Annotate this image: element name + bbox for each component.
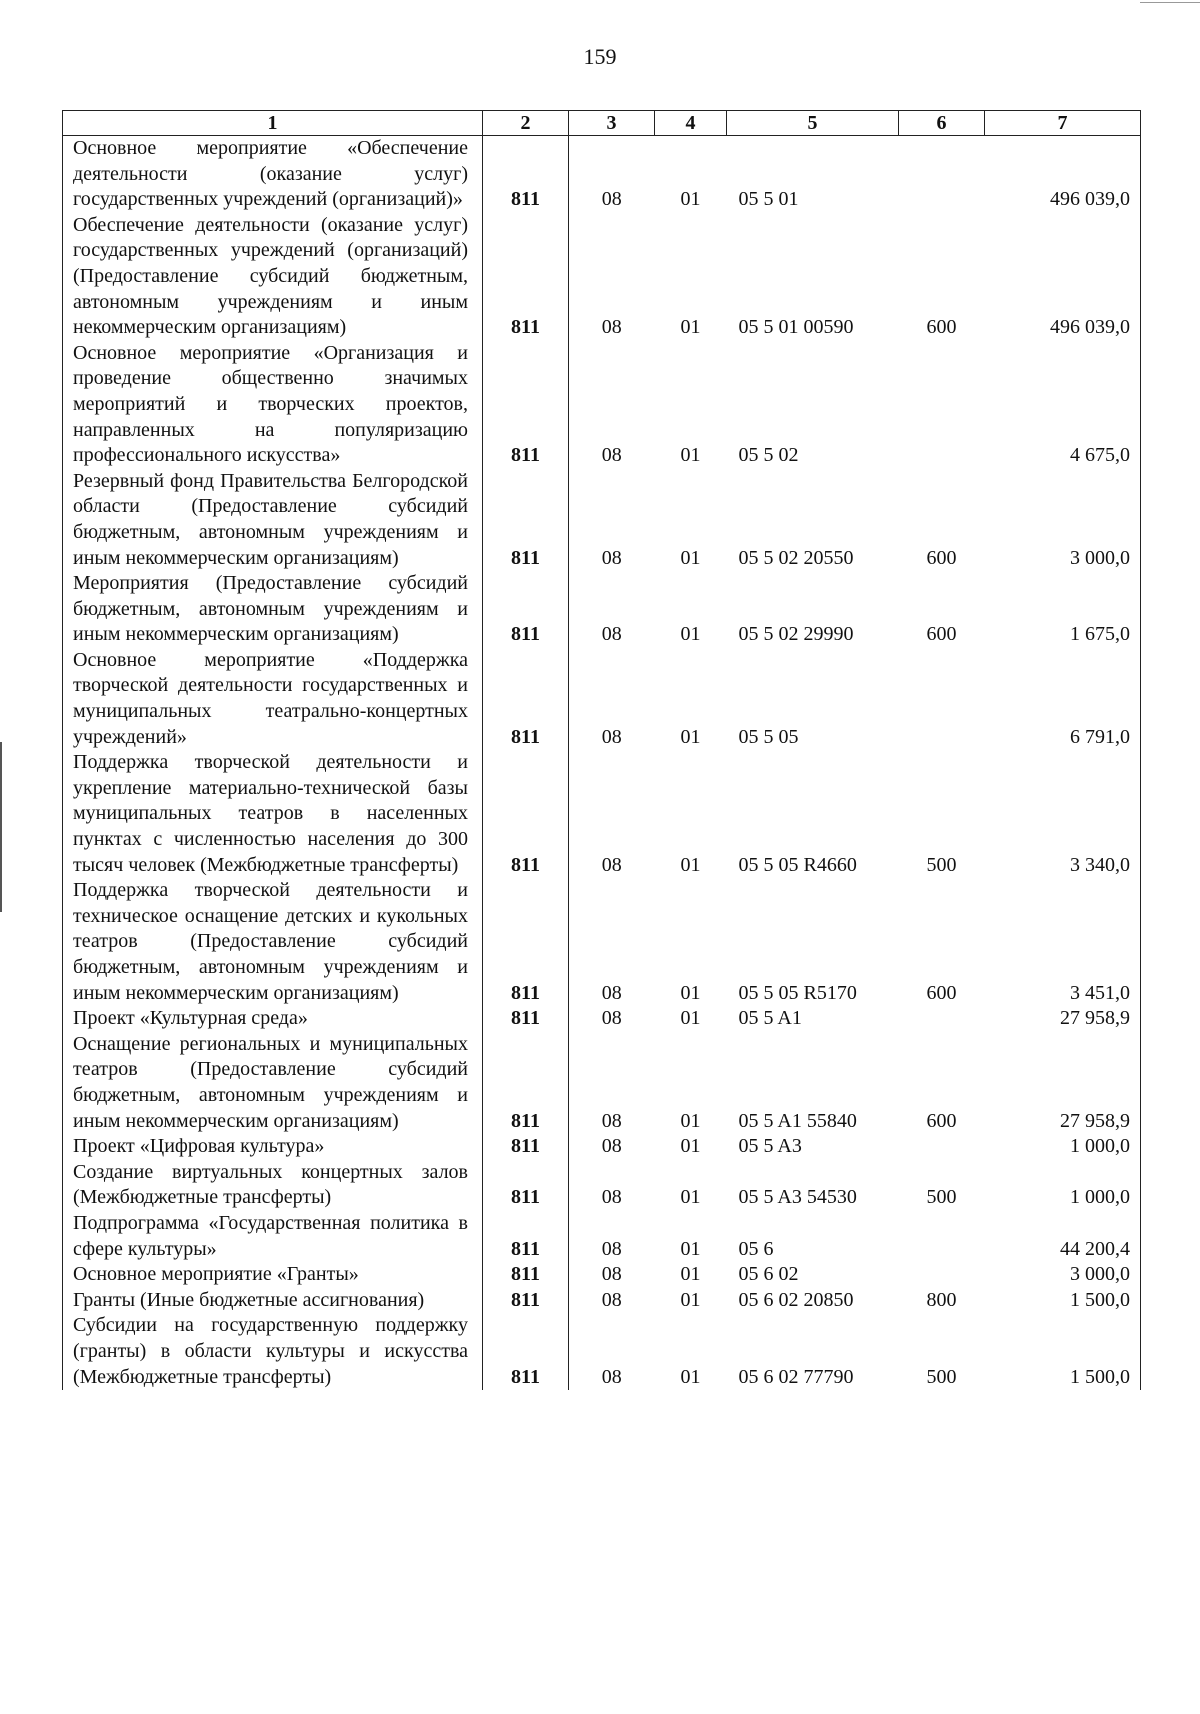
subsection-cell: 01 (680, 853, 701, 876)
expense-type-cell (899, 648, 985, 750)
expense-type-cell: 800 (926, 1288, 957, 1311)
target-article-cell: 05 5 05 (738, 725, 799, 748)
row-name-cell: Оснащение региональных и муниципальных театров (Предоставление субсидий бюджетным, автономным учреждениям и иным некоммерческим организациям) (63, 1032, 483, 1134)
row-name-cell: Проект «Цифровая культура» (63, 1134, 483, 1160)
column-header: 7 (985, 111, 1141, 136)
target-article-cell: 05 5 05 R4660 (738, 853, 857, 876)
row-name-cell: Мероприятия (Предоставление субсидий бюджетным, автономным учреждениям и иным некоммерческим организациям) (63, 571, 483, 648)
column-header: 6 (899, 111, 985, 136)
ministry-code-cell: 811 (483, 1134, 569, 1160)
amount-cell: 27 958,9 (985, 1006, 1141, 1032)
target-article-cell: 05 5 A1 55840 (738, 1109, 857, 1132)
column-header: 1 (63, 111, 483, 136)
row-name-cell: Поддержка творческой деятельности и укрепление материально-технической базы муниципальных театров в населенных пунктах с численностью населения до 300 тысяч человек (Межбюджетные трансферты) (63, 750, 483, 878)
section-cell: 08 (601, 546, 622, 569)
ministry-code-cell: 811 (483, 1006, 569, 1032)
ministry-code-cell: 811 (483, 136, 569, 213)
expense-type-cell: 600 (926, 1109, 957, 1132)
section-cell: 08 (601, 1263, 622, 1286)
ministry-code-cell: 811 (483, 571, 569, 648)
table-row (63, 469, 1141, 571)
table-row (63, 1134, 1141, 1160)
scan-edge-mark (1140, 2, 1200, 3)
target-article-cell: 05 6 02 (738, 1263, 799, 1286)
table-row (63, 750, 1141, 878)
expense-type-cell: 500 (926, 853, 957, 876)
section-cell: 08 (601, 725, 622, 748)
ministry-code-cell: 811 (483, 1313, 569, 1390)
column-header: 2 (483, 111, 569, 136)
subsection-cell: 01 (680, 1288, 701, 1311)
section-cell: 08 (601, 1365, 622, 1388)
amount-cell: 1 000,0 (985, 1134, 1141, 1160)
table-body (63, 136, 1141, 1391)
expense-type-cell: 600 (926, 546, 957, 569)
page-number: 159 (583, 44, 617, 69)
amount-cell: 6 791,0 (985, 648, 1141, 750)
section-cell: 08 (601, 1237, 622, 1260)
section-cell: 08 (601, 316, 622, 339)
section-cell: 08 (601, 853, 622, 876)
amount-cell: 1 500,0 (985, 1288, 1141, 1314)
row-name-cell: Основное мероприятие «Организация и проведение общественно значимых мероприятий и творческих проектов, направленных на популяризацию профессионального искусства» (63, 341, 483, 469)
target-article-cell: 05 6 02 20850 (738, 1288, 854, 1311)
table-row (63, 1288, 1141, 1314)
ministry-code-cell: 811 (483, 469, 569, 571)
section-cell: 08 (601, 188, 622, 211)
column-header: 5 (727, 111, 899, 136)
expense-type-cell: 500 (926, 1365, 957, 1388)
target-article-cell: 05 5 01 00590 (738, 316, 854, 339)
row-name-cell: Субсидии на государственную поддержку (гранты) в области культуры и искусства (Межбюджетные трансферты) (63, 1313, 483, 1390)
subsection-cell: 01 (680, 1263, 701, 1286)
table-row (63, 648, 1141, 750)
section-cell: 08 (601, 1186, 622, 1209)
section-cell: 08 (601, 1007, 622, 1030)
subsection-cell: 01 (680, 444, 701, 467)
row-name-cell: Создание виртуальных концертных залов (Межбюджетные трансферты) (63, 1160, 483, 1211)
row-name-cell: Поддержка творческой деятельности и техническое оснащение детских и кукольных театров (Предоставление субсидий бюджетным, автономным учреждениям и иным некоммерческим организациям) (63, 878, 483, 1006)
row-name-cell: Основное мероприятие «Гранты» (63, 1262, 483, 1288)
target-article-cell: 05 6 02 77790 (738, 1365, 854, 1388)
amount-cell: 3 451,0 (985, 878, 1141, 1006)
expense-type-cell (899, 341, 985, 469)
amount-cell: 3 000,0 (985, 1262, 1141, 1288)
section-cell: 08 (601, 1135, 622, 1158)
row-name-cell: Проект «Культурная среда» (63, 1006, 483, 1032)
subsection-cell: 01 (680, 1135, 701, 1158)
ministry-code-cell: 811 (483, 213, 569, 341)
amount-cell: 44 200,4 (985, 1211, 1141, 1262)
subsection-cell: 01 (680, 623, 701, 646)
amount-cell: 1 675,0 (985, 571, 1141, 648)
amount-cell: 4 675,0 (985, 341, 1141, 469)
ministry-code-cell: 811 (483, 750, 569, 878)
expense-type-cell (899, 1262, 985, 1288)
target-article-cell: 05 5 05 R5170 (738, 981, 857, 1004)
expense-type-cell (899, 1134, 985, 1160)
subsection-cell: 01 (680, 188, 701, 211)
amount-cell: 1 500,0 (985, 1313, 1141, 1390)
amount-cell: 496 039,0 (985, 136, 1141, 213)
ministry-code-cell: 811 (483, 1160, 569, 1211)
row-name-cell: Подпрограмма «Государственная политика в сфере культуры» (63, 1211, 483, 1262)
row-name-cell: Основное мероприятие «Обеспечение деятельности (оказание услуг) государственных учреждений (организаций)» (63, 136, 483, 213)
table-row (63, 1160, 1141, 1211)
ministry-code-cell: 811 (483, 1211, 569, 1262)
ministry-code-cell: 811 (483, 1288, 569, 1314)
row-name-cell: Обеспечение деятельности (оказание услуг) государственных учреждений (организаций) (Предоставление субсидий бюджетным, автономным учреждениям и иным некоммерческим организациям) (63, 213, 483, 341)
table-row (63, 1262, 1141, 1288)
scan-edge-mark (0, 742, 2, 912)
amount-cell: 1 000,0 (985, 1160, 1141, 1211)
amount-cell: 496 039,0 (985, 213, 1141, 341)
amount-cell: 3 000,0 (985, 469, 1141, 571)
subsection-cell: 01 (680, 1186, 701, 1209)
ministry-code-cell: 811 (483, 648, 569, 750)
subsection-cell: 01 (680, 1109, 701, 1132)
section-cell: 08 (601, 981, 622, 1004)
target-article-cell: 05 5 A3 54530 (738, 1186, 857, 1209)
column-header: 4 (655, 111, 727, 136)
expense-type-cell: 600 (926, 981, 957, 1004)
expense-type-cell (899, 1006, 985, 1032)
table-row (63, 1313, 1141, 1390)
section-cell: 08 (601, 623, 622, 646)
ministry-code-cell: 811 (483, 878, 569, 1006)
table-row (63, 1032, 1141, 1134)
amount-cell: 27 958,9 (985, 1032, 1141, 1134)
target-article-cell: 05 5 02 (738, 444, 799, 467)
ministry-code-cell: 811 (483, 1262, 569, 1288)
table-row (63, 571, 1141, 648)
expense-type-cell (899, 136, 985, 213)
amount-cell: 3 340,0 (985, 750, 1141, 878)
expense-type-cell: 600 (926, 316, 957, 339)
budget-table (62, 110, 1141, 1390)
subsection-cell: 01 (680, 1237, 701, 1260)
target-article-cell: 05 6 (738, 1237, 774, 1260)
row-name-cell: Гранты (Иные бюджетные ассигнования) (63, 1288, 483, 1314)
target-article-cell: 05 5 01 (738, 188, 799, 211)
subsection-cell: 01 (680, 725, 701, 748)
section-cell: 08 (601, 1288, 622, 1311)
target-article-cell: 05 5 02 20550 (738, 546, 854, 569)
table-row (63, 1006, 1141, 1032)
row-name-cell: Резервный фонд Правительства Белгородской области (Предоставление субсидий бюджетным, автономным учреждениям и иным некоммерческим организациям) (63, 469, 483, 571)
table-row (63, 878, 1141, 1006)
expense-type-cell: 500 (926, 1186, 957, 1209)
table-row (63, 136, 1141, 213)
subsection-cell: 01 (680, 981, 701, 1004)
subsection-cell: 01 (680, 316, 701, 339)
table-row (63, 341, 1141, 469)
column-header: 3 (569, 111, 655, 136)
section-cell: 08 (601, 1109, 622, 1132)
subsection-cell: 01 (680, 1007, 701, 1030)
table-row (63, 213, 1141, 341)
ministry-code-cell: 811 (483, 1032, 569, 1134)
subsection-cell: 01 (680, 1365, 701, 1388)
target-article-cell: 05 5 02 29990 (738, 623, 854, 646)
subsection-cell: 01 (680, 546, 701, 569)
section-cell: 08 (601, 444, 622, 467)
target-article-cell: 05 5 A3 (738, 1135, 802, 1158)
row-name-cell: Основное мероприятие «Поддержка творческой деятельности государственных и муниципальных театрально-концертных учреждений» (63, 648, 483, 750)
table-row (63, 1211, 1141, 1262)
expense-type-cell (899, 1211, 985, 1262)
header-row (63, 111, 1141, 136)
expense-type-cell: 600 (926, 623, 957, 646)
ministry-code-cell: 811 (483, 341, 569, 469)
target-article-cell: 05 5 A1 (738, 1007, 802, 1030)
